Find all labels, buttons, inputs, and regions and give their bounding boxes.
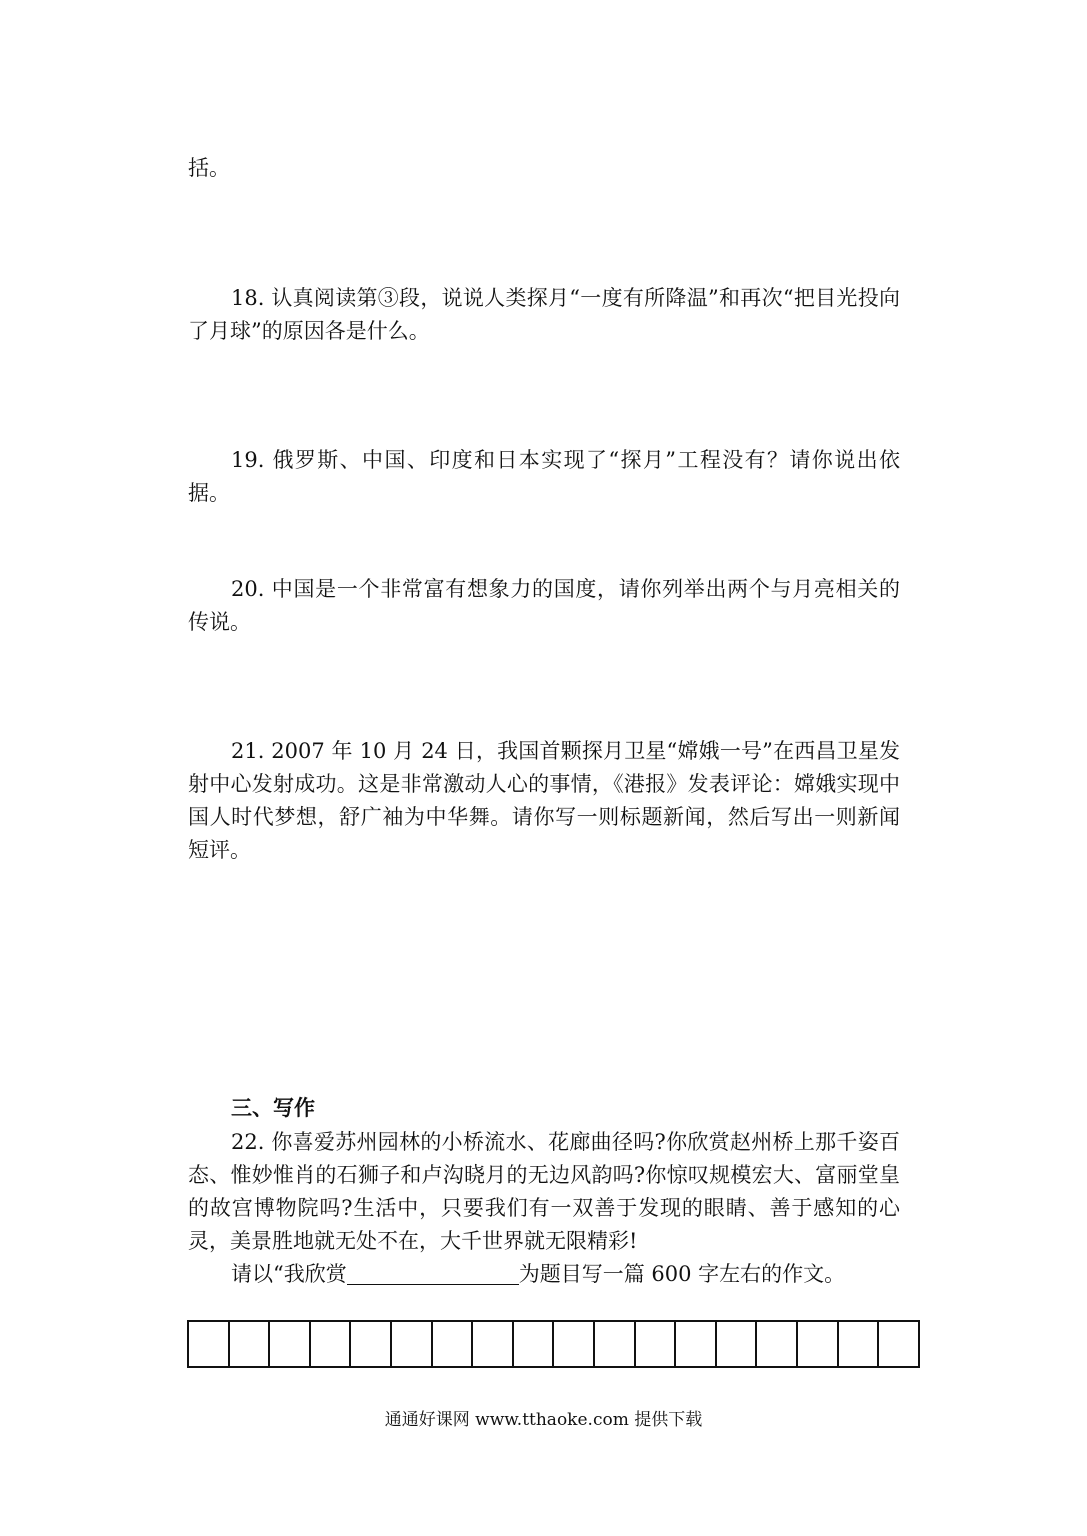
essay-prompt-end: 为题目写一篇 600 字左右的作文。	[518, 1262, 846, 1286]
essay-prompt-start: 请以“我欣赏	[231, 1262, 347, 1286]
grid-cell[interactable]	[717, 1322, 758, 1366]
grid-cell[interactable]	[433, 1322, 474, 1366]
grid-cell[interactable]	[189, 1322, 230, 1366]
question-20: 20. 中国是一个非常富有想象力的国度，请你列举出两个与月亮相关的传说。	[188, 577, 900, 634]
writing-grid	[187, 1320, 920, 1368]
grid-cell[interactable]	[230, 1322, 271, 1366]
grid-cell[interactable]	[554, 1322, 595, 1366]
grid-cell[interactable]	[636, 1322, 677, 1366]
grid-cell[interactable]	[879, 1322, 920, 1366]
question-19: 19. 俄罗斯、中国、印度和日本实现了“探月”工程没有？请你说出依据。	[188, 448, 900, 505]
title-blank[interactable]	[347, 1262, 519, 1285]
page-footer: 通通好课网 www.tthaoke.com 提供下载	[384, 1410, 703, 1430]
grid-cell[interactable]	[270, 1322, 311, 1366]
paragraph-continuation: 括。	[188, 156, 230, 180]
grid-cell[interactable]	[514, 1322, 555, 1366]
grid-cell[interactable]	[676, 1322, 717, 1366]
question-21: 21. 2007 年 10 月 24 日，我国首颗探月卫星“嫦娥一号”在西昌卫星发射中心发射成功。这是非常激动人心的事情，《港报》发表评论：嫦娥实现中国人时代梦想，舒广袖为中华舞。请你写一则标题新闻，然后写出一则新闻短评。	[188, 739, 900, 862]
grid-cell[interactable]	[311, 1322, 352, 1366]
grid-cell[interactable]	[473, 1322, 514, 1366]
section-heading-writing: 三、写作	[231, 1096, 315, 1120]
grid-cell[interactable]	[595, 1322, 636, 1366]
grid-cell[interactable]	[351, 1322, 392, 1366]
question-18: 18. 认真阅读第③段，说说人类探月“一度有所降温”和再次“把目光投向了月球”的原因各是什么。	[188, 286, 900, 343]
grid-cell[interactable]	[392, 1322, 433, 1366]
essay-prompt	[231, 1258, 845, 1291]
grid-cell[interactable]	[798, 1322, 839, 1366]
grid-cell[interactable]	[839, 1322, 880, 1366]
question-22: 22. 你喜爱苏州园林的小桥流水、花廊曲径吗?你欣赏赵州桥上那千姿百态、惟妙惟肖的石狮子和卢沟晓月的无边风韵吗?你惊叹规模宏大、富丽堂皇的故宫博物院吗?生活中，只要我们有一双善于发现的眼睛、善于感知的心灵，美景胜地就无处不在，大千世界就无限精彩!	[188, 1130, 900, 1253]
grid-cell[interactable]	[757, 1322, 798, 1366]
